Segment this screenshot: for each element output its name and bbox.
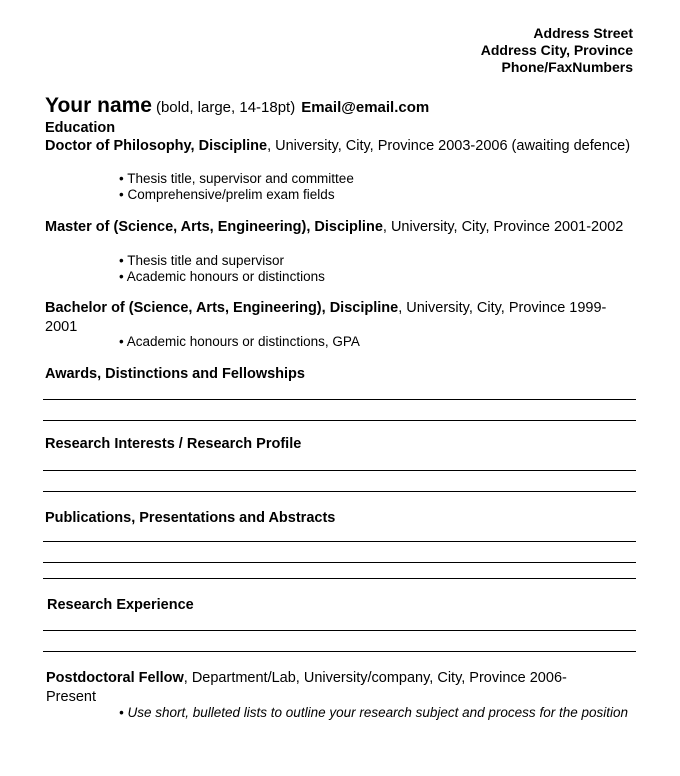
- blank-line: [43, 578, 636, 579]
- education-heading: Education: [45, 120, 116, 136]
- list-item: • Comprehensive/prelim exam fields: [119, 187, 354, 203]
- phd-details: , University, City, Province 2003-2006 (awaiting defence): [267, 138, 631, 154]
- masters-bullets: [119, 253, 325, 285]
- address-city: Address City, Province: [480, 42, 633, 58]
- blank-line: [43, 399, 636, 400]
- phd-bullets: [119, 171, 354, 203]
- research-experience-heading: Research Experience: [47, 597, 194, 613]
- address-block: [481, 25, 633, 76]
- blank-line: [43, 470, 636, 471]
- address-street: Address Street: [533, 25, 633, 41]
- blank-line: [43, 562, 636, 563]
- postdoc-title: Postdoctoral Fellow: [46, 670, 184, 686]
- postdoc-entry: [46, 669, 606, 707]
- publications-heading: Publications, Presentations and Abstracts: [45, 510, 336, 526]
- name-line: [45, 94, 429, 118]
- list-item: • Academic honours or distinctions: [119, 269, 325, 285]
- bachelors-details: , University, City, Province 1999-2001: [45, 300, 607, 335]
- postdoc-details: , Department/Lab, University/company, City, Province 2006-Present: [46, 670, 567, 705]
- blank-line: [43, 651, 636, 652]
- list-item: • Academic honours or distinctions, GPA: [119, 334, 360, 350]
- bachelors-entry: [45, 299, 635, 337]
- phd-degree: Doctor of Philosophy,: [45, 138, 195, 154]
- blank-line: [43, 541, 636, 542]
- phd-discipline: Discipline: [198, 138, 268, 154]
- awards-heading: Awards, Distinctions and Fellowships: [45, 366, 305, 382]
- blank-line: [43, 420, 636, 421]
- blank-line: [43, 491, 636, 492]
- research-interests-heading: Research Interests / Research Profile: [45, 436, 302, 452]
- person-name: Your name: [45, 94, 152, 117]
- email-address: Email@email.com: [301, 99, 430, 116]
- masters-degree: Master of (Science, Arts, Engineering),: [45, 219, 311, 235]
- name-format-note: (bold, large, 14-18pt): [155, 99, 296, 116]
- masters-details: , University, City, Province 2001-2002: [382, 219, 624, 235]
- masters-entry: [45, 218, 635, 237]
- list-item: • Thesis title, supervisor and committee: [119, 171, 354, 187]
- list-item: • Thesis title and supervisor: [119, 253, 325, 269]
- postdoc-bullet: • Use short, bulleted lists to outline your research subject and process for the position: [119, 705, 628, 720]
- masters-discipline: Discipline: [314, 219, 383, 235]
- phd-entry: [45, 137, 635, 156]
- phone-fax: Phone/FaxNumbers: [501, 59, 633, 75]
- bachelors-discipline: Discipline: [329, 300, 399, 316]
- blank-line: [43, 630, 636, 631]
- bachelors-degree: Bachelor of (Science, Arts, Engineering),: [45, 300, 326, 316]
- bachelors-bullets: [119, 334, 360, 350]
